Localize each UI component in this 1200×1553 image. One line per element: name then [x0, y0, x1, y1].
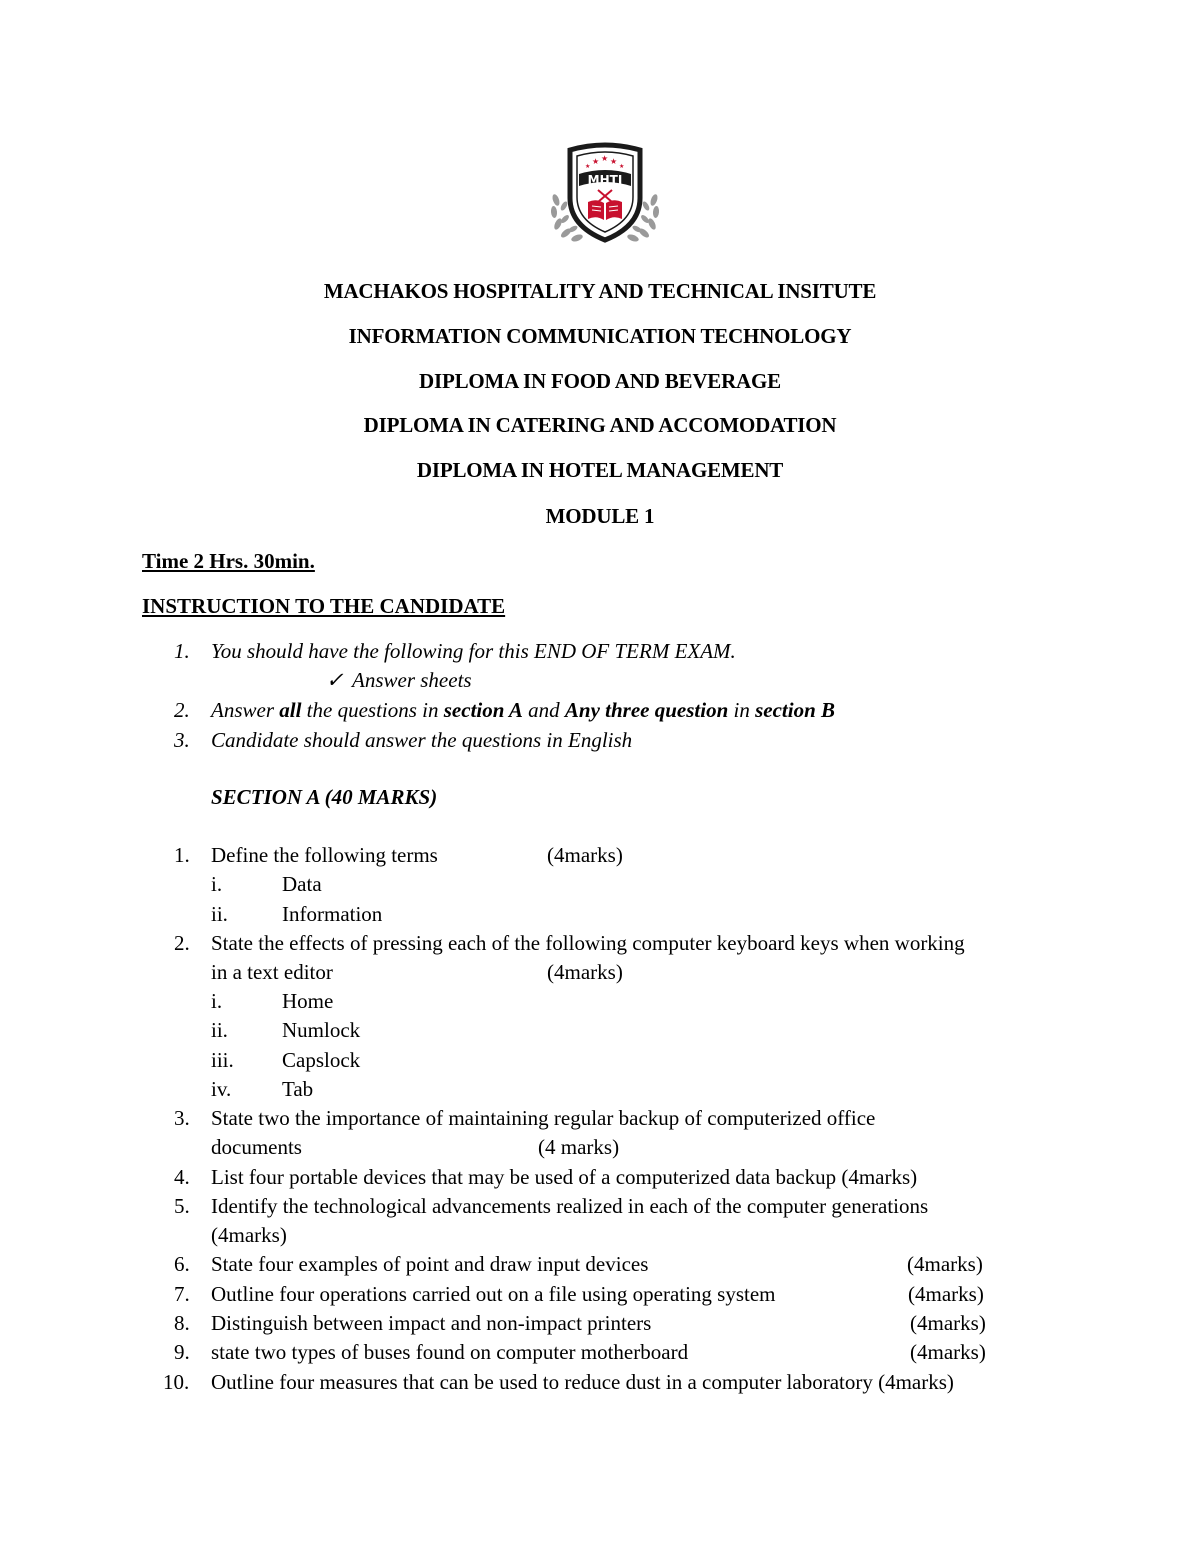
- sub-item-number: iv.: [211, 1077, 232, 1101]
- sub-item-text: Tab: [282, 1077, 314, 1101]
- question-marks: (4marks): [547, 843, 623, 867]
- svg-text:★: ★: [610, 157, 618, 166]
- question-number: 8.: [174, 1311, 190, 1335]
- module-title: MODULE 1: [545, 504, 655, 528]
- institute-logo: [546, 140, 664, 244]
- question-marks: (4marks): [908, 1282, 984, 1306]
- sub-item-text: Numlock: [282, 1018, 361, 1042]
- question-marks: (4marks): [547, 960, 623, 984]
- check-icon: ✓: [326, 668, 344, 692]
- question-text: Outline four operations carried out on a file using operating system: [211, 1282, 776, 1306]
- question-text: State the effects of pressing each of the following computer keyboard keys when working: [211, 931, 965, 955]
- svg-text:★: ★: [601, 154, 609, 163]
- diploma-catering: DIPLOMA IN CATERING AND ACCOMODATION: [363, 413, 837, 437]
- question-number: 9.: [174, 1340, 190, 1364]
- sub-item-text: Home: [282, 989, 334, 1013]
- question-text-cont: (4marks): [211, 1223, 287, 1247]
- course-title: INFORMATION COMMUNICATION TECHNOLOGY: [348, 324, 852, 348]
- question-text-cont: in a text editor: [211, 960, 333, 984]
- question-marks: (4 marks): [538, 1135, 620, 1159]
- question-marks: (4marks): [910, 1340, 986, 1364]
- sub-item-text: Data: [282, 872, 322, 896]
- question-number: 3.: [174, 1106, 190, 1130]
- question-number: 1.: [174, 843, 190, 867]
- svg-text:★: ★: [592, 157, 600, 166]
- sub-item-number: ii.: [211, 1018, 228, 1042]
- svg-text:★: ★: [585, 163, 591, 170]
- exam-time: Time 2 Hrs. 30min.: [142, 549, 315, 573]
- question-text: Outline four measures that can be used to reduce dust in a computer laboratory (4marks): [211, 1370, 954, 1394]
- mhti-crest-icon: [546, 140, 664, 244]
- svg-text:★: ★: [619, 163, 625, 170]
- question-number: 10.: [163, 1370, 190, 1394]
- sub-item-number: i.: [211, 872, 223, 896]
- institute-name: MACHAKOS HOSPITALITY AND TECHNICAL INSITUTE: [323, 279, 877, 303]
- sub-item-text: Capslock: [282, 1048, 361, 1072]
- question-text: Identify the technological advancements realized in each of the computer generations: [211, 1194, 929, 1218]
- instruction-number: 3.: [174, 728, 190, 752]
- question-text-cont: documents: [211, 1135, 302, 1159]
- question-number: 7.: [174, 1282, 190, 1306]
- question-text: state two types of buses found on computer motherboard: [211, 1340, 689, 1364]
- svg-text:MHTI: MHTI: [587, 173, 623, 187]
- instruction-text: Candidate should answer the questions in English: [211, 728, 633, 752]
- question-marks: (4marks): [907, 1252, 983, 1276]
- question-number: 5.: [174, 1194, 190, 1218]
- instructions-heading: INSTRUCTION TO THE CANDIDATE: [142, 594, 506, 618]
- instruction-number: 1.: [174, 639, 190, 663]
- question-number: 6.: [174, 1252, 190, 1276]
- sub-item-number: iii.: [211, 1048, 234, 1072]
- instruction-text-answer: Answer all the questions in section A and Any three question in section B: [211, 698, 836, 722]
- instruction-text: You should have the following for this END OF TERM EXAM.: [211, 639, 736, 663]
- sub-bullet-text: Answer sheets: [352, 668, 472, 692]
- section-a-heading: SECTION A (40 MARKS): [211, 785, 438, 809]
- sub-item-number: i.: [211, 989, 223, 1013]
- sub-item-number: ii.: [211, 902, 228, 926]
- question-text: Distinguish between impact and non-impact printers: [211, 1311, 652, 1335]
- instruction-number: 2.: [174, 698, 190, 722]
- diploma-food-beverage: DIPLOMA IN FOOD AND BEVERAGE: [419, 369, 781, 393]
- question-text: State four examples of point and draw input devices: [211, 1252, 649, 1276]
- question-text: State two the importance of maintaining regular backup of computerized office: [211, 1106, 876, 1130]
- diploma-hotel-management: DIPLOMA IN HOTEL MANAGEMENT: [416, 458, 784, 482]
- question-marks: (4marks): [910, 1311, 986, 1335]
- question-number: 2.: [174, 931, 190, 955]
- sub-item-text: Information: [282, 902, 383, 926]
- question-text: Define the following terms: [211, 843, 438, 867]
- question-text: List four portable devices that may be used of a computerized data backup (4marks): [211, 1165, 918, 1189]
- question-number: 4.: [174, 1165, 190, 1189]
